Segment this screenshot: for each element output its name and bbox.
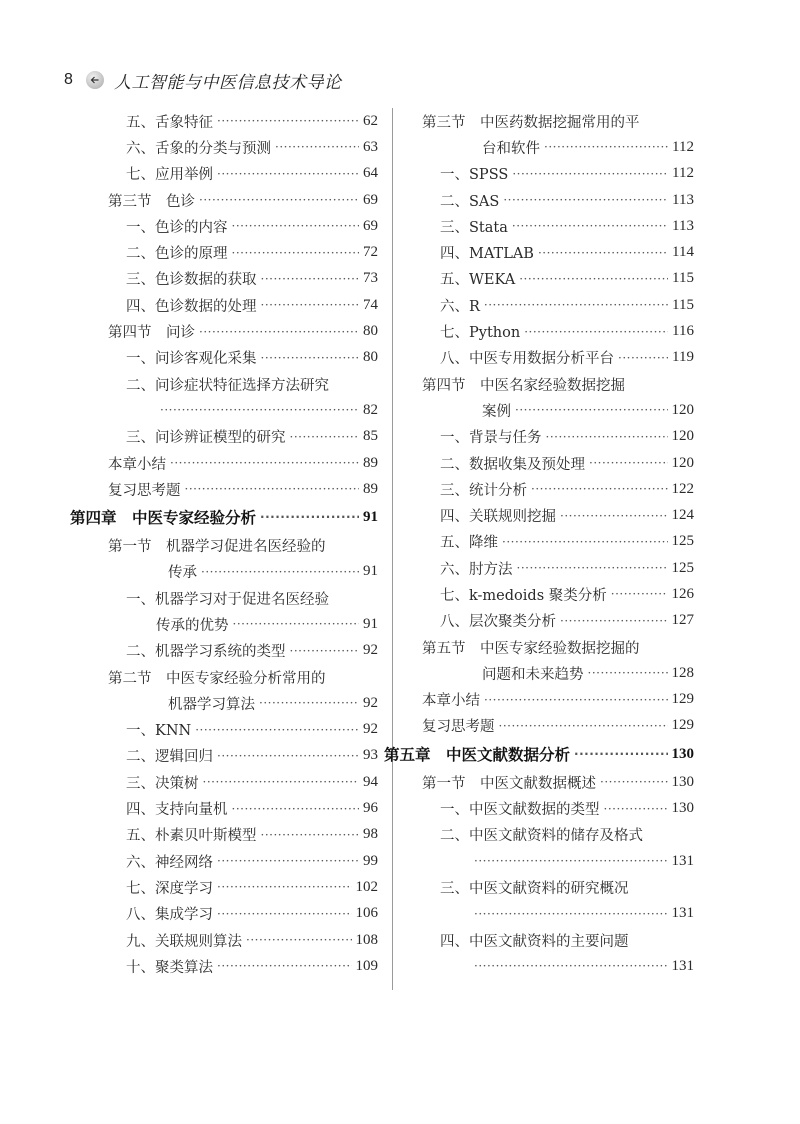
- toc-entry-title: 六、神经网络: [126, 854, 213, 871]
- toc-entry-title: 四、支持向量机: [126, 802, 228, 819]
- toc-entry-title: 第三节 中医药数据挖掘常用的平: [422, 114, 640, 131]
- toc-entry-title: 三、问诊辨证模型的研究: [126, 430, 286, 447]
- toc-left-column: [70, 108, 378, 980]
- toc-entry: [404, 502, 694, 528]
- toc-page-number: 130: [671, 745, 694, 762]
- toc-page-number: 91: [363, 563, 378, 580]
- toc-page-number: 82: [363, 401, 378, 418]
- toc-entry-title: 一、SPSS: [440, 167, 509, 184]
- dot-leader: [195, 724, 359, 736]
- dot-leader: [232, 803, 360, 815]
- toc-page-number: 125: [671, 559, 694, 576]
- toc-entry: [90, 450, 378, 476]
- toc-entry: [90, 611, 378, 637]
- toc-entry: [90, 318, 378, 344]
- dot-leader: [484, 299, 668, 311]
- toc-entry-title: 七、Python: [440, 325, 521, 342]
- toc-page-number: 131: [671, 905, 694, 922]
- dot-leader: [217, 750, 359, 762]
- toc-page-number: 63: [363, 138, 378, 155]
- toc-entry: [404, 161, 694, 187]
- toc-entry-title: 一、背景与任务: [440, 430, 542, 447]
- toc-entry: [404, 239, 694, 265]
- toc-entry-title: 一、KNN: [126, 723, 192, 740]
- toc-entry: [90, 901, 378, 927]
- toc-entry-title: 二、中医文献资料的储存及格式: [440, 828, 643, 845]
- dot-leader: [544, 141, 668, 153]
- toc-entry: [404, 953, 694, 979]
- toc-page-number: 108: [355, 931, 378, 948]
- toc-entry: [90, 848, 378, 874]
- toc-entry-title: 三、色诊数据的获取: [126, 272, 257, 289]
- toc-page-number: 80: [363, 349, 378, 366]
- toc-entry-title: 第四章 中医专家经验分析: [70, 509, 257, 528]
- toc-entry-title: 四、中医文献资料的主要问题: [440, 933, 629, 950]
- toc-entry-title: 七、k-medoids 聚类分析: [440, 587, 607, 604]
- dot-leader: [170, 457, 359, 469]
- dot-leader: [515, 404, 668, 416]
- dot-leader: [217, 960, 352, 972]
- toc-entry: [404, 450, 694, 476]
- toc-entry: [90, 769, 378, 795]
- dot-leader: [160, 404, 359, 416]
- page-header: [64, 68, 342, 92]
- dot-leader: [199, 326, 359, 338]
- dot-leader: [260, 511, 359, 523]
- toc-entry: [404, 134, 694, 160]
- toc-entry: [404, 187, 694, 213]
- dot-leader: [275, 141, 359, 153]
- dot-leader: [524, 326, 668, 338]
- toc-page-number: 126: [671, 585, 694, 602]
- toc-entry: [404, 874, 694, 900]
- toc-entry: [404, 266, 694, 292]
- dot-leader: [519, 273, 668, 285]
- dot-leader: [259, 697, 359, 709]
- toc-entry-title: 六、R: [440, 298, 480, 315]
- toc-entry: [90, 134, 378, 160]
- toc-page-number: 98: [363, 826, 378, 843]
- toc-entry-title: 问题和未来趋势: [482, 666, 584, 683]
- toc-entry-title: 传承: [168, 565, 197, 582]
- toc-entry-title: 第五章 中医文献数据分析: [384, 746, 571, 765]
- toc-entry-title: 一、色诊的内容: [126, 219, 228, 236]
- dot-leader: [474, 855, 668, 867]
- toc-page-number: 72: [363, 244, 378, 261]
- dot-leader: [531, 483, 668, 495]
- toc-entry: [404, 213, 694, 239]
- toc-entry: [90, 795, 378, 821]
- toc-entry: [90, 585, 378, 611]
- dot-leader: [499, 720, 668, 732]
- toc-entry: [404, 901, 694, 927]
- toc-entry: [90, 187, 378, 213]
- toc-entry: [90, 532, 378, 558]
- toc-entry: [404, 927, 694, 953]
- toc-page-number: 129: [671, 717, 694, 734]
- toc-entry: [404, 476, 694, 502]
- dot-leader: [560, 615, 668, 627]
- toc-entry-title: 十、聚类算法: [126, 959, 213, 976]
- toc-page-number: 102: [355, 878, 378, 895]
- toc-page-number: 99: [363, 852, 378, 869]
- toc-entry: [90, 690, 378, 716]
- toc-page-number: 128: [671, 664, 694, 681]
- dot-leader: [232, 247, 360, 259]
- toc-entry: [404, 795, 694, 821]
- dot-leader: [560, 510, 668, 522]
- toc-page-number: 74: [363, 296, 378, 313]
- toc-entry-title: 五、WEKA: [440, 272, 516, 289]
- toc-entry-title: 二、数据收集及预处理: [440, 456, 585, 473]
- dot-leader: [261, 299, 360, 311]
- dot-leader: [588, 667, 668, 679]
- toc-entry: [404, 581, 694, 607]
- toc-page-number: 112: [672, 138, 694, 155]
- toc-entry-title: 五、朴素贝叶斯模型: [126, 828, 257, 845]
- toc-page-number: 125: [671, 533, 694, 550]
- toc-page-number: 91: [363, 615, 378, 632]
- toc-entry-title: 二、逻辑回归: [126, 749, 213, 766]
- toc-page-number: 115: [672, 296, 694, 313]
- toc-page-number: 112: [672, 165, 694, 182]
- dot-leader: [512, 220, 668, 232]
- toc-entry: [90, 292, 378, 318]
- toc-entry-title: 七、深度学习: [126, 880, 213, 897]
- dot-leader: [261, 352, 360, 364]
- toc-page-number: 131: [671, 852, 694, 869]
- toc-page-number: 62: [363, 112, 378, 129]
- toc-entry-title: 机器学习算法: [168, 696, 255, 713]
- toc-entry-title: 六、舌象的分类与预测: [126, 140, 271, 157]
- dot-leader: [604, 803, 668, 815]
- toc-page-number: 92: [363, 694, 378, 711]
- toc-page-number: 120: [671, 454, 694, 471]
- toc-entry-title: 本章小结: [422, 693, 480, 710]
- toc-entry: [90, 559, 378, 585]
- toc-entry: [90, 743, 378, 769]
- toc-entry: [90, 476, 378, 502]
- toc-entry: [90, 108, 378, 134]
- toc-entry-title: 八、中医专用数据分析平台: [440, 351, 614, 368]
- dot-leader: [261, 273, 360, 285]
- dot-leader: [574, 748, 667, 760]
- toc-entry: [90, 822, 378, 848]
- toc-entry: [90, 874, 378, 900]
- toc-entry-title: 本章小结: [108, 456, 166, 473]
- dot-leader: [199, 194, 359, 206]
- toc-entry: [90, 266, 378, 292]
- toc-page-number: 131: [671, 957, 694, 974]
- toc-entry-title: 一、机器学习对于促进名医经验: [126, 591, 329, 608]
- toc-page-number: 89: [363, 454, 378, 471]
- toc-entry: [90, 397, 378, 423]
- book-title: 人工智能与中医信息技术导论: [114, 72, 342, 93]
- dot-leader: [484, 694, 668, 706]
- toc-entry: [404, 634, 694, 660]
- toc-entry: [404, 660, 694, 686]
- toc-page-number: 64: [363, 165, 378, 182]
- toc-entry-title: 四、MATLAB: [440, 246, 534, 263]
- toc-entry-title: 三、Stata: [440, 219, 508, 236]
- toc-entry-title: 五、舌象特征: [126, 114, 213, 131]
- toc-entry: [90, 239, 378, 265]
- toc-entry: [90, 717, 378, 743]
- dot-leader: [517, 562, 668, 574]
- dot-leader: [185, 483, 360, 495]
- toc-entry: [404, 769, 694, 795]
- toc-entry-title: 二、SAS: [440, 193, 500, 210]
- toc-entry-title: 二、机器学习系统的类型: [126, 644, 286, 661]
- toc-entry: [404, 713, 694, 739]
- toc-entry-title: 二、色诊的原理: [126, 246, 228, 263]
- toc-entry-title: 二、问诊症状特征选择方法研究: [126, 377, 329, 394]
- dot-leader: [217, 855, 359, 867]
- toc-page-number: 106: [355, 905, 378, 922]
- toc-page-number: 85: [363, 428, 378, 445]
- dot-leader: [503, 194, 668, 206]
- toc-entry: [404, 371, 694, 397]
- toc-entry: [404, 397, 694, 423]
- toc-entry-title: 案例: [482, 403, 511, 420]
- toc-entry: [404, 108, 694, 134]
- toc-page-number: 122: [671, 480, 694, 497]
- dot-leader: [290, 431, 360, 443]
- toc-entry: [404, 608, 694, 634]
- dot-leader: [233, 618, 360, 630]
- toc-page-number: 116: [672, 323, 694, 340]
- toc-entry-title: 传承的优势: [156, 617, 229, 634]
- toc-page-number: 89: [363, 480, 378, 497]
- toc-page-number: 113: [672, 217, 694, 234]
- toc-page-number: 127: [671, 612, 694, 629]
- toc-entry-title: 四、色诊数据的处理: [126, 298, 257, 315]
- toc-page-number: 130: [671, 773, 694, 790]
- toc-entry-title: 第二节 中医专家经验分析常用的: [108, 670, 326, 687]
- toc-entry: [90, 664, 378, 690]
- toc-page-number: 109: [355, 957, 378, 974]
- toc-page-number: 115: [672, 270, 694, 287]
- toc-entry: [404, 822, 694, 848]
- toc-entry-title: 五、降维: [440, 535, 498, 552]
- toc-page-number: 91: [363, 508, 378, 525]
- toc-page-number: 130: [671, 800, 694, 817]
- dot-leader: [538, 247, 668, 259]
- toc-entry: [404, 292, 694, 318]
- toc-entry-title: 八、集成学习: [126, 907, 213, 924]
- toc-entry-title: 第一节 机器学习促进名医经验的: [108, 539, 326, 556]
- dot-leader: [502, 536, 668, 548]
- toc-entry: [404, 529, 694, 555]
- toc-entry: [90, 345, 378, 371]
- dot-leader: [217, 908, 352, 920]
- dot-leader: [232, 220, 360, 232]
- toc-page-number: 119: [672, 349, 694, 366]
- dot-leader: [290, 645, 360, 657]
- toc-page-number: 69: [363, 191, 378, 208]
- column-divider: [392, 108, 393, 990]
- toc-entry: [404, 687, 694, 713]
- toc-entry: [90, 213, 378, 239]
- dot-leader: [261, 829, 360, 841]
- toc-entry-title: 复习思考题: [108, 482, 181, 499]
- dot-leader: [217, 881, 352, 893]
- toc-entry-title: 一、问诊客观化采集: [126, 351, 257, 368]
- toc-page-number: 94: [363, 773, 378, 790]
- toc-entry-title: 九、关联规则算法: [126, 933, 242, 950]
- toc-page-number: 80: [363, 323, 378, 340]
- toc-entry-title: 第三节 色诊: [108, 193, 195, 210]
- dot-leader: [201, 566, 359, 578]
- dot-leader: [611, 588, 668, 600]
- dot-leader: [512, 168, 668, 180]
- toc-page-number: 92: [363, 642, 378, 659]
- dot-leader: [546, 431, 668, 443]
- page-number: 8: [64, 71, 73, 88]
- toc-page-number: 92: [363, 721, 378, 738]
- toc-page-number: 93: [363, 747, 378, 764]
- toc-entry-title: 第一节 中医文献数据概述: [422, 775, 596, 792]
- toc-page-number: 96: [363, 800, 378, 817]
- toc-entry-title: 复习思考题: [422, 719, 495, 736]
- toc-entry: [404, 555, 694, 581]
- toc-entry: [404, 345, 694, 371]
- toc-page-number: 114: [672, 244, 694, 261]
- toc-entry-title: 四、关联规则挖掘: [440, 509, 556, 526]
- toc-entry-title: 第四节 问诊: [108, 325, 195, 342]
- dot-leader: [217, 168, 359, 180]
- dot-leader: [589, 457, 668, 469]
- dot-leader: [600, 776, 668, 788]
- toc-entry-title: 三、决策树: [126, 775, 199, 792]
- toc-entry: [404, 424, 694, 450]
- dot-leader: [246, 934, 352, 946]
- toc-entry-title: 第四节 中医名家经验数据挖掘: [422, 377, 625, 394]
- toc-entry: [90, 927, 378, 953]
- toc-entry: [90, 638, 378, 664]
- dot-leader: [203, 776, 360, 788]
- toc-entry-title: 三、中医文献资料的研究概况: [440, 880, 629, 897]
- toc-entry-title: 第五节 中医专家经验数据挖掘的: [422, 640, 640, 657]
- toc-entry-title: 一、中医文献数据的类型: [440, 802, 600, 819]
- toc-page-number: 129: [671, 691, 694, 708]
- toc-entry: [90, 424, 378, 450]
- toc-entry: [90, 161, 378, 187]
- left-arrow-circle-icon: [86, 71, 104, 89]
- toc-page-number: 113: [672, 191, 694, 208]
- toc-entry: [404, 848, 694, 874]
- toc-entry-title: 七、应用举例: [126, 167, 213, 184]
- toc-page-number: 124: [671, 507, 694, 524]
- dot-leader: [618, 352, 668, 364]
- toc-entry-title: 六、肘方法: [440, 561, 513, 578]
- toc-page-number: 73: [363, 270, 378, 287]
- toc-entry: [404, 318, 694, 344]
- toc-entry-title: 三、统计分析: [440, 482, 527, 499]
- toc-chapter-entry: [384, 739, 694, 769]
- dot-leader: [474, 908, 668, 920]
- toc-right-column: [384, 108, 694, 980]
- toc-chapter-entry: [70, 502, 378, 532]
- toc-entry: [90, 371, 378, 397]
- toc-page-number: 69: [363, 217, 378, 234]
- toc-entry-title: 台和软件: [482, 140, 540, 157]
- dot-leader: [217, 115, 359, 127]
- toc-page-number: 120: [671, 401, 694, 418]
- toc-entry: [90, 953, 378, 979]
- toc-page-number: 120: [671, 428, 694, 445]
- dot-leader: [474, 960, 668, 972]
- toc-entry-title: 八、层次聚类分析: [440, 614, 556, 631]
